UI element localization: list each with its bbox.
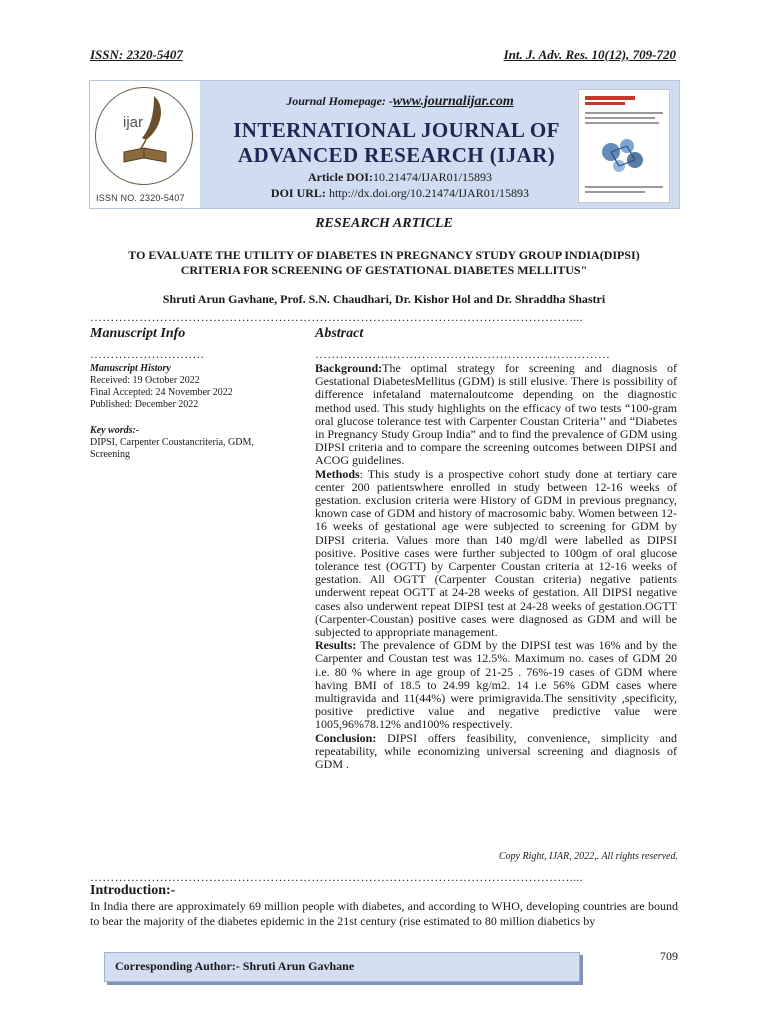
methods-text: : This study is a prospective cohort study done at tertiary care center 200 patientswhere enrolled in study between 12-16 weeks of gestation. exclusion criteria were History of GDM in previous pregnancy, known case of GDM and history of macrosomic baby. Women between 12-16 weeks of gestational age were subjected to screening for GDM by DIPSI criteria. Values more than 140 mg/dl were labelled as DIPSI positive. Positive cases were further subjected to 100gm of oral glucose tolerance test (OGTT) by Carpenter Coustan criteria at 12-16 weeks of gestation. All OGTT (Carpenter Coustan criteria) negative patients underwent repeat OGTT at 24-28 weeks of gestation. All DIPSI negative cases also underwent repeat DIPSI test at 24-28 weeks of gestation.OGTT (Carpenter-Coustan) positive cases were diagnosed as GDM and will be subjected to appropriate management. (315, 466, 677, 640)
background-text: The optimal strategy for screening and diagnosis of Gestational DiabetesMellitus (GDM) is still elusive. There is possibility of difference infetaland maternaloutcome depending on the diagnostic method used. This study highlights on the efficacy of two tests “100-gram oral glucose tolerance test with Carpenter Coustan Criteria’’ and “Diabetes in Pregnancy Study Group India” and to find the prevalence of GDM using DIPSI criteria and to compare the screening outcomes between DIPSI and ACOG guidelines. (315, 361, 677, 468)
conclusion-text: DIPSI offers feasibility, convenience, simplicity and repeatability, while economizing universal screening and diagnosis of GDM . (315, 730, 677, 772)
keywords-label: Key words:- (90, 425, 140, 436)
page-number: 709 (660, 949, 678, 963)
running-header-issn: ISSN: 2320-5407 (90, 47, 183, 62)
background-label: Background: (315, 361, 383, 375)
results-label: Results: (315, 638, 357, 653)
journal-banner (89, 80, 680, 209)
received-date: Received: 19 October 2022 (90, 375, 200, 386)
methods-label: Methods (315, 466, 360, 481)
quill-book-icon (96, 88, 192, 184)
article-type: RESEARCH ARTICLE (315, 216, 453, 231)
results-text: The prevalence of GDM by the DIPSI test was 16% and by the Carpenter and Coustan test was 12.5%. Maximum no. cases of GDM 20 i.e. 80 % where in age group of 21-25 . 76%-19 cases of GDM where having BMI of 18.5 to 24.99 kg/m2. 14 i.e 56% GDM cases where multigravida and 11(44%) were primigravida.The sensitivity ,specificity, positive predictive value and negative predictive value were 1005,96%78.12% and100% respectively. (315, 638, 677, 732)
introduction-text: In India there are approximately 69 million people with diabetes, and according to WHO, developing countries are bound to bear the majority of the diabetes epidemic in the 21st century (rise estimated to 80 million diabetics by (90, 899, 678, 928)
journal-cover-thumbnail (578, 89, 670, 203)
abstract-background (315, 362, 677, 468)
manuscript-history-label: Manuscript History (90, 363, 171, 374)
journal-homepage-line (220, 94, 580, 110)
manuscript-info (90, 363, 290, 461)
corresponding-author: Corresponding Author:- Shruti Arun Gavhane (115, 959, 355, 973)
doi-url (220, 185, 580, 201)
logo-text: ijar (123, 114, 144, 131)
article-title-line1: TO EVALUATE THE UTILITY OF DIABETES IN PREGNANCY STUDY GROUP INDIA(DIPSI) (128, 248, 640, 262)
doi-url-link[interactable]: http://dx.doi.org/10.21474/IJAR01/15893 (328, 186, 530, 200)
journal-name-line2: ADVANCED RESEARCH (IJAR) (237, 143, 556, 167)
article-title (100, 248, 668, 278)
manuscript-info-separator: ………………………. (90, 347, 204, 361)
manuscript-info-heading: Manuscript Info (90, 326, 186, 341)
homepage-link[interactable]: www.journalijar.com (392, 94, 514, 109)
article-doi (220, 169, 580, 185)
article-doi-label: Article DOI: (308, 170, 373, 184)
keywords: DIPSI, Carpenter Coustancriteria, GDM, Screening (90, 437, 254, 460)
abstract-methods (315, 468, 677, 640)
corresponding-author-box (104, 952, 580, 982)
running-header-journal-reference: Int. J. Adv. Res. 10(12), 709-720 (503, 47, 676, 62)
article-title-line2: CRITERIA FOR SCREENING OF GESTATIONAL DIABETES MELLITUS" (180, 263, 588, 277)
journal-name-line1: INTERNATIONAL JOURNAL OF (233, 118, 560, 142)
journal-cover-image (579, 90, 669, 202)
separator-top: ……………………………………………………………………………………………………….... (90, 310, 583, 324)
homepage-label: Journal Homepage: - (286, 94, 393, 108)
doi-block (220, 169, 580, 201)
abstract-separator: ……………………………………………………………… (315, 347, 611, 361)
published-date: Published: December 2022 (90, 399, 199, 410)
separator-bottom: ……………………………………………………………………………………………………….... (90, 870, 583, 884)
conclusion-label: Conclusion: (315, 730, 377, 745)
logo-emblem (95, 87, 193, 185)
logo-issn: ISSN NO. 2320-5407 (96, 193, 185, 203)
article-doi-value: 10.21474/IJAR01/15893 (372, 170, 492, 184)
accepted-date: Final Accepted: 24 November 2022 (90, 387, 233, 398)
abstract-results (315, 639, 677, 731)
journal-name (204, 118, 589, 168)
abstract-body (315, 362, 677, 771)
copyright-notice: Copy Right, IJAR, 2022,. All rights reserved. (498, 851, 678, 862)
abstract-conclusion (315, 732, 677, 772)
article-authors: Shruti Arun Gavhane, Prof. S.N. Chaudhari, Dr. Kishor Hol and Dr. Shraddha Shastri (162, 292, 606, 306)
doi-url-label: DOI URL: (270, 186, 326, 200)
introduction-heading: Introduction:- (90, 883, 176, 898)
abstract-heading: Abstract (315, 326, 364, 341)
journal-logo (90, 81, 200, 208)
